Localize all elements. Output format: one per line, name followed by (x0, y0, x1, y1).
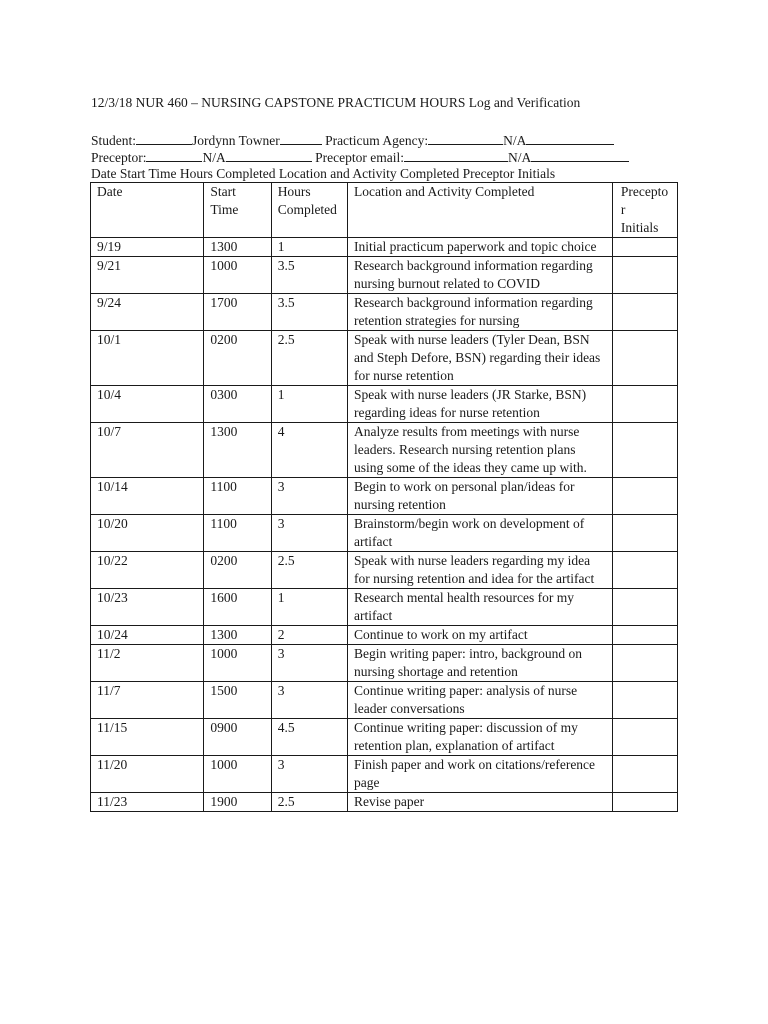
cell-date: 9/19 (91, 238, 204, 257)
student-line (91, 131, 614, 149)
student-name: Jordynn Towner (192, 133, 280, 148)
cell-activity: Continue writing paper: discussion of my retention plan, explanation of artifact (348, 719, 613, 756)
cell-preceptor-initials (612, 589, 677, 626)
cell-date: 10/1 (91, 331, 204, 386)
cell-activity: Initial practicum paperwork and topic choice (348, 238, 613, 257)
table-row (91, 756, 678, 793)
cell-activity: Continue writing paper: analysis of nurse leader conversations (348, 682, 613, 719)
table-row (91, 719, 678, 756)
student-blank-right (280, 131, 322, 145)
cell-activity: Speak with nurse leaders (JR Starke, BSN) regarding ideas for nurse retention (348, 386, 613, 423)
cell-preceptor-initials (612, 682, 677, 719)
table-row (91, 238, 678, 257)
cell-start-time: 0300 (204, 386, 271, 423)
preceptor-label: Preceptor: (91, 150, 147, 165)
student-blank-left (136, 131, 192, 145)
cell-start-time: 1100 (204, 515, 271, 552)
table-row (91, 257, 678, 294)
cell-start-time: 1000 (204, 257, 271, 294)
cell-activity: Continue to work on my artifact (348, 626, 613, 645)
agency-blank-right (526, 131, 614, 145)
cell-hours: 2 (271, 626, 347, 645)
preceptor-value: N/A (202, 150, 226, 165)
cell-date: 11/7 (91, 682, 204, 719)
cell-activity: Research background information regarding retention strategies for nursing (348, 294, 613, 331)
cell-date: 10/14 (91, 478, 204, 515)
cell-hours: 2.5 (271, 331, 347, 386)
cell-date: 9/24 (91, 294, 204, 331)
cell-date: 10/22 (91, 552, 204, 589)
table-row (91, 645, 678, 682)
cell-date: 11/23 (91, 793, 204, 812)
cell-activity: Speak with nurse leaders (Tyler Dean, BSN and Steph Defore, BSN) regarding their ideas for nurse retention (348, 331, 613, 386)
cell-hours: 1 (271, 386, 347, 423)
table-row (91, 793, 678, 812)
header-date: Date (91, 183, 204, 238)
cell-activity: Revise paper (348, 793, 613, 812)
cell-start-time: 1100 (204, 478, 271, 515)
document-title: 12/3/18 NUR 460 – NURSING CAPSTONE PRACTICUM HOURS Log and Verification (91, 95, 581, 110)
cell-date: 10/7 (91, 423, 204, 478)
cell-hours: 3 (271, 645, 347, 682)
cell-activity: Begin writing paper: intro, background on nursing shortage and retention (348, 645, 613, 682)
cell-preceptor-initials (612, 257, 677, 294)
cell-start-time: 0200 (204, 552, 271, 589)
cell-hours: 3 (271, 756, 347, 793)
table-row (91, 589, 678, 626)
agency-value: N/A (503, 133, 527, 148)
practicum-hours-table (90, 182, 678, 812)
cell-activity: Begin to work on personal plan/ideas for nursing retention (348, 478, 613, 515)
cell-start-time: 1300 (204, 626, 271, 645)
table-row (91, 478, 678, 515)
preceptor-email-value: N/A (507, 150, 532, 165)
email-blank-left (404, 148, 508, 162)
cell-hours: 3 (271, 515, 347, 552)
cell-date: 10/24 (91, 626, 204, 645)
cell-hours: 1 (271, 238, 347, 257)
cell-preceptor-initials (612, 793, 677, 812)
cell-date: 11/2 (91, 645, 204, 682)
preceptor-email-label: Preceptor email: (315, 150, 404, 165)
cell-preceptor-initials (612, 386, 677, 423)
cell-start-time: 1300 (204, 423, 271, 478)
table-body (91, 238, 678, 812)
table-row (91, 626, 678, 645)
cell-hours: 3 (271, 478, 347, 515)
table-row (91, 423, 678, 478)
cell-preceptor-initials (612, 756, 677, 793)
cell-preceptor-initials (612, 423, 677, 478)
cell-start-time: 1900 (204, 793, 271, 812)
cell-preceptor-initials (612, 645, 677, 682)
cell-start-time: 1000 (204, 645, 271, 682)
cell-preceptor-initials (612, 719, 677, 756)
header-hours-completed: Hours Completed (271, 183, 347, 238)
table-row (91, 331, 678, 386)
cell-preceptor-initials (612, 238, 677, 257)
cell-hours: 3.5 (271, 257, 347, 294)
cell-activity: Research mental health resources for my artifact (348, 589, 613, 626)
header-location-activity: Location and Activity Completed (348, 183, 613, 238)
table-row (91, 386, 678, 423)
cell-activity: Speak with nurse leaders regarding my idea for nursing retention and idea for the artifact (348, 552, 613, 589)
table-row (91, 552, 678, 589)
cell-start-time: 1500 (204, 682, 271, 719)
cell-hours: 4.5 (271, 719, 347, 756)
preceptor-line (91, 148, 629, 166)
cell-preceptor-initials (612, 294, 677, 331)
cell-date: 10/4 (91, 386, 204, 423)
table-row (91, 682, 678, 719)
table-row (91, 515, 678, 552)
table-row (91, 294, 678, 331)
cell-hours: 1 (271, 589, 347, 626)
header-start-time: Start Time (204, 183, 271, 238)
cell-hours: 2.5 (271, 793, 347, 812)
table-header-row (91, 183, 678, 238)
preceptor-blank-right (226, 148, 312, 162)
cell-hours: 3.5 (271, 294, 347, 331)
cell-start-time: 0200 (204, 331, 271, 386)
cell-preceptor-initials (612, 552, 677, 589)
cell-start-time: 0900 (204, 719, 271, 756)
cell-hours: 3 (271, 682, 347, 719)
student-label: Student: (91, 133, 137, 148)
cell-date: 9/21 (91, 257, 204, 294)
cell-activity: Brainstorm/begin work on development of artifact (348, 515, 613, 552)
agency-blank-left (428, 131, 503, 145)
cell-date: 10/23 (91, 589, 204, 626)
cell-preceptor-initials (612, 331, 677, 386)
cell-start-time: 1700 (204, 294, 271, 331)
cell-date: 10/20 (91, 515, 204, 552)
cell-start-time: 1000 (204, 756, 271, 793)
email-blank-right (531, 148, 629, 162)
preceptor-blank-left (146, 148, 202, 162)
cell-preceptor-initials (612, 515, 677, 552)
cell-hours: 4 (271, 423, 347, 478)
cell-date: 11/20 (91, 756, 204, 793)
cell-start-time: 1300 (204, 238, 271, 257)
cell-preceptor-initials (612, 626, 677, 645)
columns-caption: Date Start Time Hours Completed Location and Activity Completed Preceptor Initials (91, 166, 556, 181)
header-preceptor-initials: Preceptor Initials (612, 183, 677, 238)
cell-date: 11/15 (91, 719, 204, 756)
cell-start-time: 1600 (204, 589, 271, 626)
cell-activity: Analyze results from meetings with nurse leaders. Research nursing retention plans using some of the ideas they came up with. (348, 423, 613, 478)
cell-activity: Research background information regarding nursing burnout related to COVID (348, 257, 613, 294)
cell-hours: 2.5 (271, 552, 347, 589)
cell-preceptor-initials (612, 478, 677, 515)
agency-label: Practicum Agency: (325, 133, 429, 148)
cell-activity: Finish paper and work on citations/reference page (348, 756, 613, 793)
